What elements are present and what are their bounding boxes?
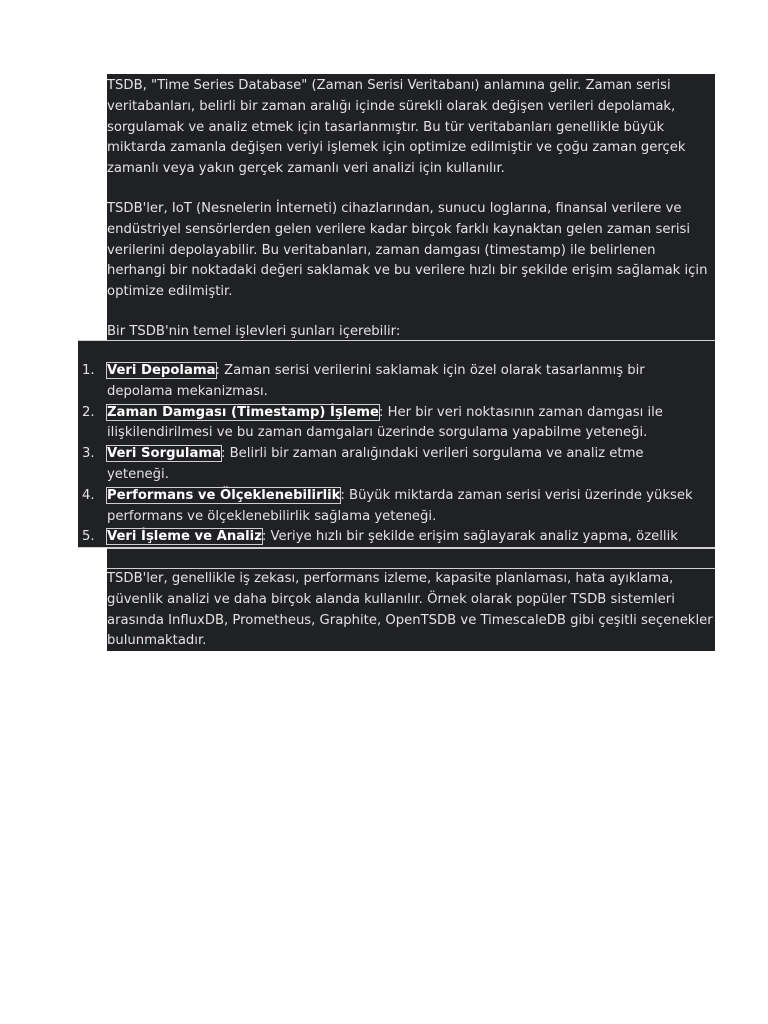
list-number: 4.	[82, 487, 95, 503]
list-description: : Büyük miktarda zaman serisi verisi üzerinde yüksek performans ve ölçeklenebilirlik sağlama yeteneği.	[107, 487, 693, 524]
list-number: 3.	[82, 446, 95, 462]
closing-paragraph: TSDB'ler, genellikle iş zekası, performans izleme, kapasite planlaması, hata ayıklama, güvenlik analizi ve daha birçok alanda kullanılır. Örnek olarak popüler TSDB sistemleri arasında InfluxDB, Prometheus, Graphite, OpenTSDB ve TimescaleDB gibi çeşitli seçenekler bulunmaktadır.	[107, 571, 713, 649]
list-term: Performans ve Ölçeklenebilirlik	[107, 487, 341, 503]
intro-paragraph-definition: TSDB, "Time Series Database" (Zaman Serisi Veritabanı) anlamına gelir. Zaman serisi veritabanları, belirli bir zaman aralığı içinde sürekli olarak değişen verileri depolamak, sorgulamak ve analiz etmek için tasarlanmıştır. Bu tür veritabanları genellikle büyük miktarda zamanla değişen veriyi işlemek için optimize edilmiştir ve çoğu zaman gerçek zamanlı veya yakın gerçek zamanlı veri analizi için kullanılır.	[107, 78, 686, 177]
intro-paragraph-functions-lead: Bir TSDB'nin temel işlevleri şunları içerebilir:	[107, 323, 401, 339]
closing-block	[107, 569, 715, 651]
list-item	[78, 361, 715, 403]
list-term: Zaman Damgası (Timestamp) İşleme	[107, 404, 379, 420]
list-number: 2.	[82, 404, 95, 420]
list-item	[78, 486, 715, 528]
functions-list	[78, 361, 715, 569]
list-description: : Veriye hızlı bir şekilde erişim sağlayarak analiz yapma, özellik	[261, 529, 678, 545]
section-divider	[107, 548, 715, 569]
list-number: 1.	[82, 363, 95, 378]
intro-paragraph-sources: TSDB'ler, IoT (Nesnelerin İnterneti) cihazlarından, sunucu loglarına, finansal verilere ve endüstriyel sensörlerden gelen verilere kadar birçok farklı kaynaktan gelen zaman serisi verilerini depolayabilir. Bu veritabanları, zaman damgası (timestamp) ile belirlenen herhangi bir noktadaki değeri saklamak ve bu verilere hızlı bir şekilde erişim sağlamak için optimize edilmiştir.	[107, 200, 708, 300]
functions-list-block	[78, 340, 715, 548]
list-description: : Her bir veri noktasının zaman damgası ile ilişkilendirilmesi ve bu zaman damgaları üzerinde sorgulama yapabilme yeteneği.	[107, 404, 663, 441]
list-number: 5.	[82, 529, 95, 545]
list-description: : Belirli bir zaman aralığındaki verileri sorgulama ve analiz etme yeteneği.	[107, 446, 644, 482]
list-description: : Zaman serisi verilerini saklamak için özel olarak tasarlanmış bir depolama mekanizması.	[107, 363, 645, 399]
list-term: Veri İşleme ve Analiz	[107, 529, 262, 545]
intro-block	[107, 74, 715, 340]
list-item	[78, 444, 715, 486]
list-term: Veri Depolama	[107, 363, 216, 378]
list-term: Veri Sorgulama	[107, 446, 221, 462]
list-item	[78, 403, 715, 445]
